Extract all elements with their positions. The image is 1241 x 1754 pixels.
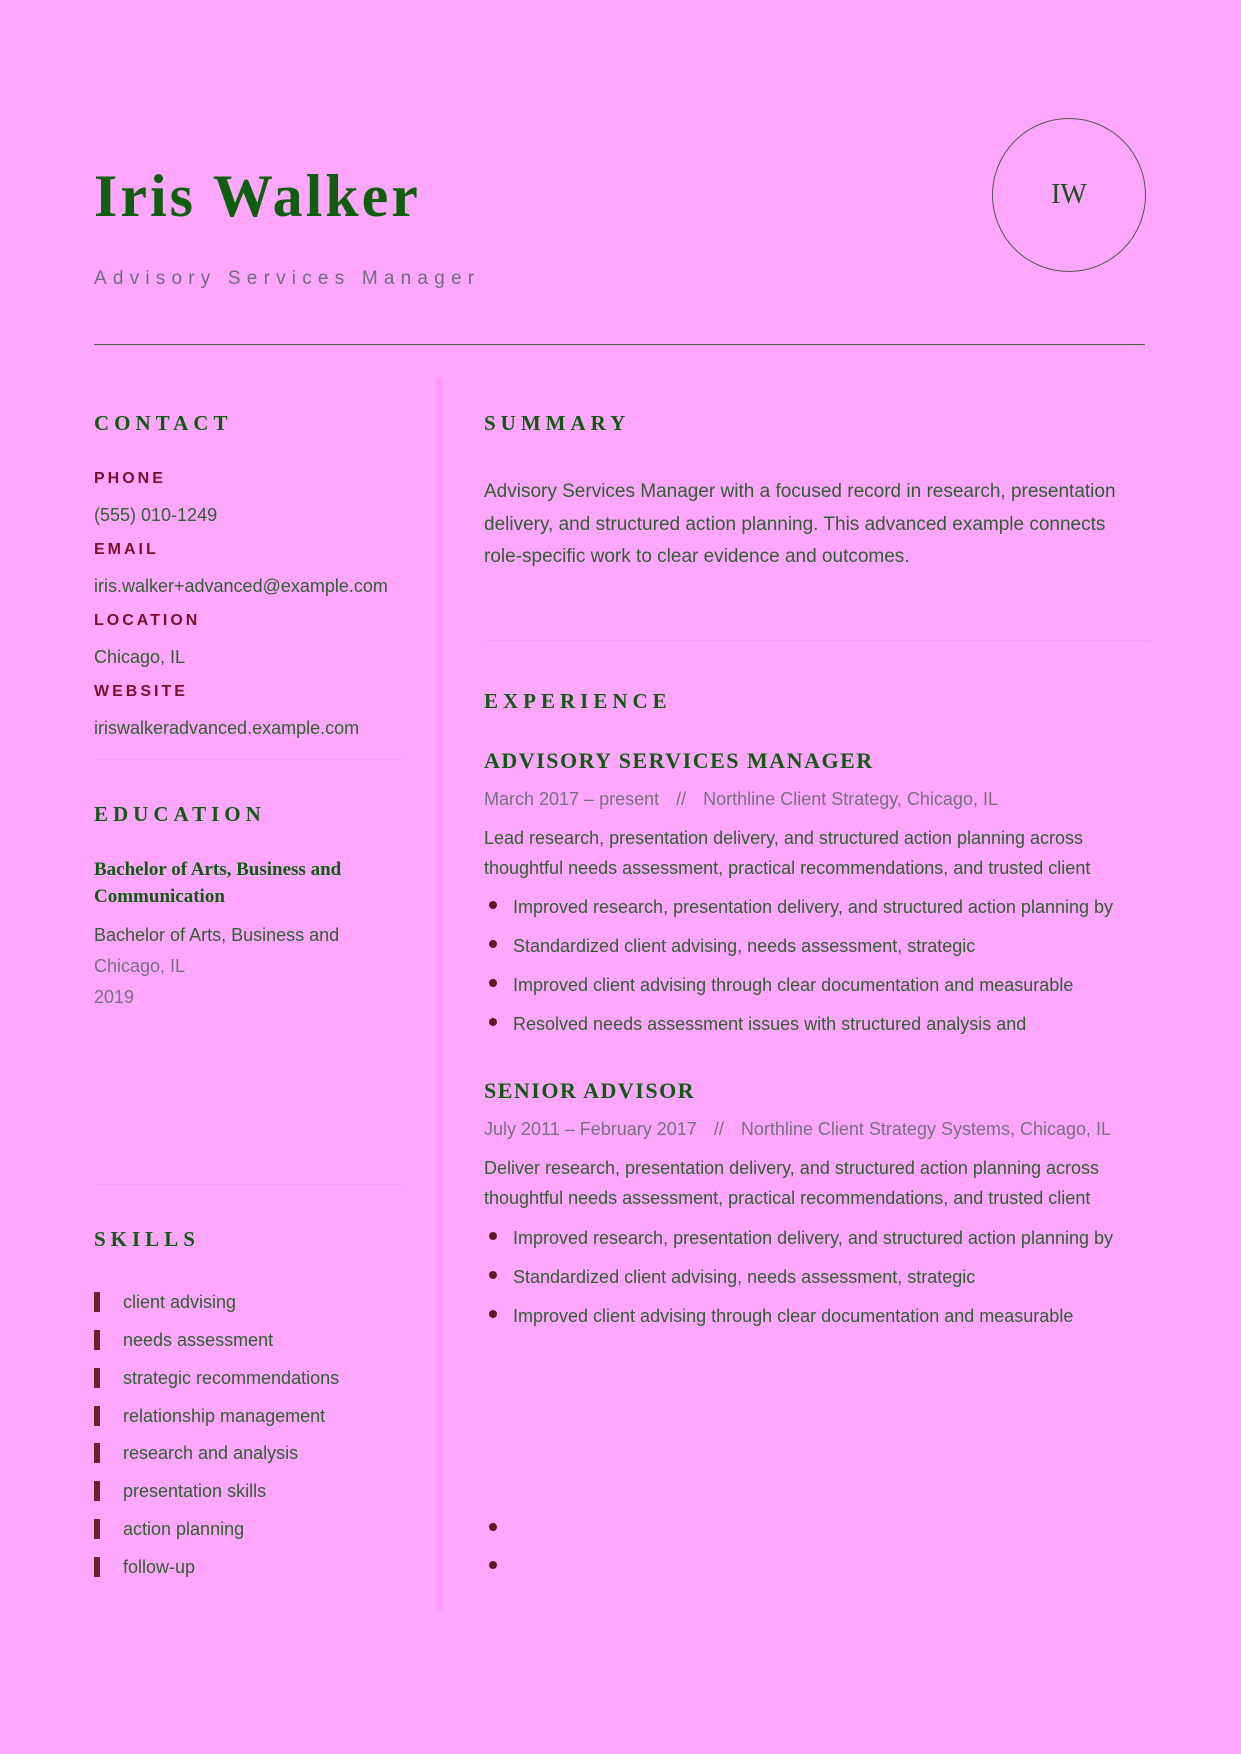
skill-bar-icon bbox=[94, 1443, 100, 1463]
education-heading: EDUCATION bbox=[94, 802, 266, 826]
contact-divider bbox=[94, 759, 404, 760]
column-divider bbox=[436, 378, 442, 1612]
bullet-icon bbox=[489, 940, 497, 948]
email-label: EMAIL bbox=[94, 541, 159, 558]
summary-heading: SUMMARY bbox=[484, 411, 631, 435]
list-item bbox=[484, 973, 1146, 1003]
skill-bar-icon bbox=[94, 1557, 100, 1577]
skill-bar-icon bbox=[94, 1481, 100, 1501]
job-description: Deliver research, presentation delivery, and structured action planning across thoughtful needs assessment, practical recommendations, and trusted client bbox=[484, 1158, 1099, 1208]
skill-label: presentation skills bbox=[123, 1480, 267, 1501]
contact-heading: CONTACT bbox=[94, 411, 233, 435]
skill-item bbox=[94, 1518, 244, 1540]
skill-item bbox=[94, 1442, 298, 1464]
phone-label: PHONE bbox=[94, 470, 166, 487]
bullet-icon bbox=[489, 1561, 497, 1569]
candidate-name: Iris Walker bbox=[94, 163, 421, 229]
bullet-icon bbox=[489, 1310, 497, 1318]
job-company: Northline Client Strategy Systems, Chicago, IL bbox=[740, 1119, 1112, 1139]
education-school: Bachelor of Arts, Business and bbox=[94, 925, 340, 945]
website-label: WEBSITE bbox=[94, 683, 188, 700]
monogram-avatar: IW bbox=[992, 118, 1146, 272]
skill-label: needs assessment bbox=[123, 1329, 274, 1350]
job-description: Lead research, presentation delivery, and structured action planning across thoughtful needs assessment, practical recommendations, and trusted client bbox=[484, 828, 1091, 878]
skill-bar-icon bbox=[94, 1330, 100, 1350]
phone-value[interactable]: (555) 010-1249 bbox=[94, 505, 218, 525]
skill-bar-icon bbox=[94, 1292, 100, 1312]
bullet-icon bbox=[489, 901, 497, 909]
list-item bbox=[484, 1304, 1146, 1334]
list-item bbox=[484, 1012, 1146, 1042]
education-location: Chicago, IL bbox=[94, 956, 186, 976]
job-separator: // bbox=[676, 789, 687, 809]
job-separator: // bbox=[713, 1119, 724, 1139]
bullet-text: Improved research, presentation delivery, and structured action planning by bbox=[513, 1228, 1114, 1248]
list-item bbox=[484, 895, 1146, 925]
skill-bar-icon bbox=[94, 1368, 100, 1388]
skill-label: relationship management bbox=[123, 1405, 326, 1426]
skill-label: client advising bbox=[123, 1291, 237, 1312]
job-title: ADVISORY SERVICES MANAGER bbox=[484, 748, 874, 773]
skill-item bbox=[94, 1291, 236, 1313]
education-year: 2019 bbox=[94, 987, 135, 1007]
education-degree: Bachelor of Arts, Business and Communication bbox=[94, 859, 342, 907]
job-dates: March 2017 – present bbox=[484, 789, 660, 809]
job-meta bbox=[484, 789, 998, 810]
list-item bbox=[484, 934, 1146, 964]
summary-text: Advisory Services Manager with a focused record in research, presentation delivery, and structured action planning. This advanced example connects role-specific work to clear evidence and outcomes. bbox=[484, 481, 1116, 567]
education-divider bbox=[94, 1184, 404, 1185]
bullet-icon bbox=[489, 979, 497, 987]
skill-bar-icon bbox=[94, 1519, 100, 1539]
skill-item bbox=[94, 1480, 266, 1502]
bullet-icon bbox=[489, 1232, 497, 1240]
skill-item bbox=[94, 1556, 195, 1578]
skill-label: follow-up bbox=[123, 1556, 196, 1577]
skill-label: strategic recommendations bbox=[123, 1367, 340, 1388]
bullet-text: Standardized client advising, needs assessment, strategic bbox=[513, 936, 976, 956]
skill-item bbox=[94, 1329, 273, 1351]
bullet-text: Resolved needs assessment issues with structured analysis and bbox=[513, 1014, 1027, 1034]
skill-label: action planning bbox=[123, 1518, 245, 1539]
bullet-text: Improved client advising through clear documentation and measurable bbox=[513, 975, 1074, 995]
bullet-text: Improved client advising through clear documentation and measurable bbox=[513, 1306, 1074, 1326]
summary-divider bbox=[484, 640, 1149, 641]
skill-item bbox=[94, 1367, 339, 1389]
job-meta bbox=[484, 1119, 1111, 1140]
list-item bbox=[484, 1265, 1146, 1295]
experience-heading: EXPERIENCE bbox=[484, 689, 672, 713]
skill-item bbox=[94, 1405, 325, 1427]
email-value[interactable]: iris.walker+advanced@example.com bbox=[94, 576, 388, 596]
header-divider bbox=[94, 344, 1145, 345]
job-title-subtitle: Advisory Services Manager bbox=[94, 268, 481, 289]
job-company: Northline Client Strategy, Chicago, IL bbox=[703, 789, 998, 809]
skill-bar-icon bbox=[94, 1406, 100, 1426]
bullet-text: Improved research, presentation delivery, and structured action planning by bbox=[513, 897, 1114, 917]
bullet-icon bbox=[489, 1271, 497, 1279]
job-dates: July 2011 – February 2017 bbox=[484, 1119, 697, 1139]
bullet-icon bbox=[489, 1523, 497, 1531]
skills-heading: SKILLS bbox=[94, 1227, 200, 1251]
bullet-icon bbox=[489, 1018, 497, 1026]
job-title: SENIOR ADVISOR bbox=[484, 1078, 696, 1103]
skill-label: research and analysis bbox=[123, 1442, 299, 1463]
bullet-text: Standardized client advising, needs assessment, strategic bbox=[513, 1267, 976, 1287]
list-item bbox=[484, 1226, 1146, 1256]
location-value: Chicago, IL bbox=[94, 647, 186, 667]
website-value[interactable]: iriswalkeradvanced.example.com bbox=[94, 718, 360, 738]
location-label: LOCATION bbox=[94, 612, 201, 629]
